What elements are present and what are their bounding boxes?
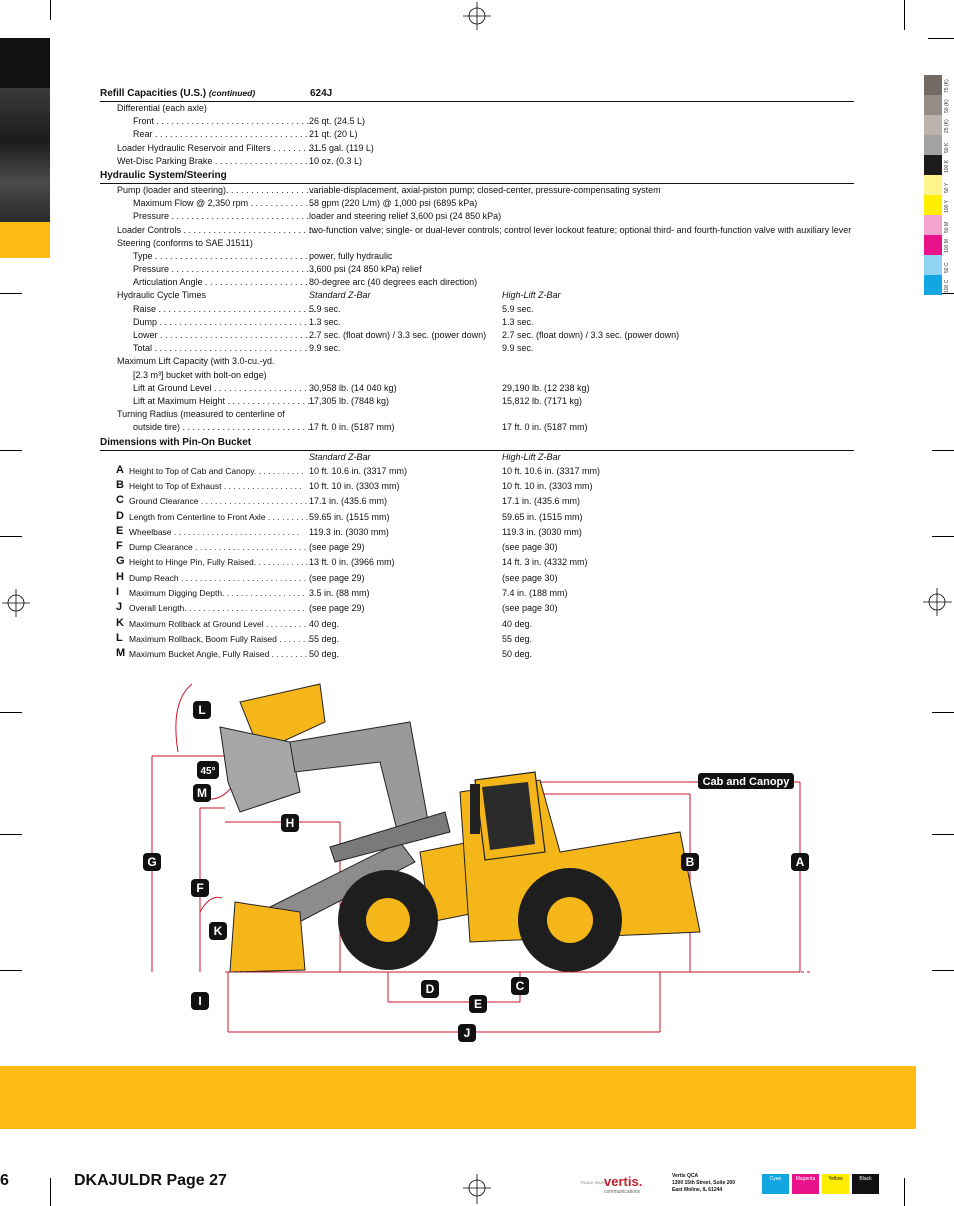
dimension-value-highlift: 7.4 in. (188 mm) [502,588,568,599]
dimension-label: Wheelbase . . . . . . . . . . . . . . . . . . . . . . . . . . . [129,526,300,537]
dimensions-column-headers [100,451,854,464]
diagram-label-J: J [463,1026,471,1040]
spec-label: Steering (conforms to SAE J1511) [117,237,253,248]
spec-row [100,263,854,276]
dimensions-section-header [100,436,854,451]
dimension-row [100,586,854,601]
hydraulic-rows [100,184,854,435]
diagram-label-D: D [425,982,435,996]
dimension-letter: E [116,524,124,537]
dimension-value-highlift: (see page 30) [502,542,558,553]
gold-footer-band [0,1066,916,1129]
loader-dimension-diagram [140,672,840,1050]
dimension-value-standard: 3.5 in. (88 mm) [309,588,370,599]
dimension-row [100,510,854,525]
crop-mark [0,834,22,835]
registration-mark-right [922,586,954,618]
spec-value: 1.3 sec. [502,316,534,327]
refill-section-header [100,87,854,102]
spec-value: two-function valve; single- or dual-lever controls; control lever lockout feature; optional third- and fourth-function valve with auxiliary lever [309,224,852,235]
dimension-label: Dump Clearance . . . . . . . . . . . . . . . . . . . . . . . . [129,542,307,553]
dimension-row [100,479,854,494]
crop-mark [904,0,905,30]
dimension-value-standard: 59.65 in. (1515 mm) [309,511,390,522]
spec-row [100,355,854,368]
dimension-value-highlift: (see page 30) [502,572,558,583]
dimension-value-highlift: 40 deg. [502,618,533,629]
spec-row [100,369,854,382]
spec-value: variable-displacement, axial-piston pump; closed-center, pressure-compensating system [309,184,661,195]
spec-row [100,421,854,434]
lowered-bucket [230,902,305,972]
spec-value: 58 gpm (220 L/m) @ 1,000 psi (6895 kPa) [309,198,478,209]
col-highlift-zbar: High-Lift Z-Bar [502,451,561,462]
spec-label: Front . . . . . . . . . . . . . . . . . . . . . . . . . . . . . . . . [133,116,315,127]
vertis-tagline: TRADE MARK [580,1180,607,1185]
cmyk-magenta: Magenta [792,1174,819,1194]
spec-row [100,184,854,197]
crop-mark [932,536,954,537]
dimension-value-standard: 40 deg. [309,618,340,629]
swatch-label: 75 (K) [944,79,950,93]
swatch-label: 100 Y [944,200,950,213]
spec-label: Articulation Angle . . . . . . . . . . . . . . . . . . . . . . [133,277,313,288]
spec-label: Lower . . . . . . . . . . . . . . . . . . . . . . . . . . . . . . . [133,330,313,340]
dimension-row [100,555,854,570]
swatch-label: 25 (K) [944,119,950,133]
spec-row [100,342,854,355]
spec-value: High-Lift Z-Bar [502,290,561,301]
spec-label: Rear . . . . . . . . . . . . . . . . . . . . . . . . . . . . . . . . [133,129,313,140]
spec-label: Lift at Maximum Height . . . . . . . . . . . . . . . . . . [133,395,316,406]
swatch-label: 100 K [944,159,950,173]
dimension-letter: J [116,601,123,614]
swatch-label: 100 C [944,279,950,293]
color-swatch-strip [924,75,942,295]
spec-label: [2.3 m³] bucket with bolt-on edge) [133,369,267,380]
spec-label: Turning Radius (measured to centerline of [117,409,285,420]
diagram-label-M: M [197,786,207,800]
model-name: 624J [310,88,333,99]
spec-label: Raise . . . . . . . . . . . . . . . . . . . . . . . . . . . . . . . . [133,303,317,314]
spec-row [100,382,854,395]
spec-value: 2.7 sec. (float down) / 3.3 sec. (power down) [309,330,487,340]
spec-row [100,316,854,329]
crop-mark [932,712,954,713]
spec-value: Standard Z-Bar [309,290,371,301]
crop-mark [0,536,22,537]
spec-row [100,303,854,316]
spec-label: Type . . . . . . . . . . . . . . . . . . . . . . . . . . . . . . . . [133,250,313,261]
spec-value: 3,600 psi (24 850 kPa) relief [309,264,422,275]
diagram-label-I: I [198,994,202,1008]
spec-value: 15,812 lb. (7171 kg) [502,395,583,406]
spec-row [100,224,854,237]
printer-address: Vertis QCA 1300 15th Street, Suite 200 East Moline, IL 61244 [672,1173,736,1193]
dimension-value-highlift: 119.3 in. (3030 mm) [502,526,582,537]
dimension-label: Height to Top of Cab and Canopy. . . . . . . . . . . [129,465,304,476]
spec-value: 17,305 lb. (7848 kg) [309,395,390,406]
dimension-row [100,571,854,586]
cmyk-black: Black [852,1174,879,1194]
spec-row [100,250,854,263]
crop-mark [0,712,22,713]
dimension-letter: I [116,586,120,599]
diagram-label-C: C [515,979,525,993]
dimension-value-standard: (see page 29) [309,603,365,614]
spec-label: outside tire) . . . . . . . . . . . . . . . . . . . . . . . . . . [133,422,311,433]
hydraulic-title: Hydraulic System/Steering [100,169,227,181]
crop-mark [50,0,51,20]
spec-label: Hydraulic Cycle Times [117,290,207,301]
spec-row [100,408,854,421]
spec-value: 10 oz. (0.3 L) [309,155,363,166]
dimensions-title: Dimensions with Pin-On Bucket [100,436,252,448]
dimension-row [100,647,854,662]
dimension-value-standard: 13 ft. 0 in. (3966 mm) [309,557,395,568]
spec-row [100,142,854,155]
spec-row [100,128,854,141]
crop-mark [928,38,954,39]
cab-canopy-label: Cab and Canopy [702,776,790,788]
dimension-rows [100,464,854,663]
dimension-value-standard: 17.1 in. (435.6 mm) [309,496,388,507]
spec-label: Pressure . . . . . . . . . . . . . . . . . . . . . . . . . . . . . [133,211,315,222]
diagram-label-H: H [285,816,295,830]
hydraulic-section-header [100,169,854,184]
dimension-label: Maximum Digging Depth. . . . . . . . . . . . . . . . . . [129,588,305,599]
diagram-label-K: K [213,924,223,938]
spec-value: 5.9 sec. [309,303,341,314]
spec-value: 29,190 lb. (12 238 kg) [502,382,590,393]
spec-row [100,210,854,223]
vertis-logo-sub: communications [604,1189,641,1195]
dimension-value-highlift: 14 ft. 3 in. (4332 mm) [502,557,588,568]
crop-mark [0,970,22,971]
diagram-label-F: F [196,881,204,895]
spec-label: Lift at Ground Level . . . . . . . . . . . . . . . . . . . . . [133,382,317,393]
dimension-value-standard: 50 deg. [309,649,340,660]
dimension-letter: G [116,555,125,568]
spec-value: 9.9 sec. [309,343,341,354]
swatch-label: 100 M [944,239,950,253]
dimension-label: Height to Top of Exhaust . . . . . . . . . . . . . . . . . [129,480,302,491]
dimension-row [100,464,854,479]
dimension-label: Maximum Rollback at Ground Level . . . . . . . . . [129,618,307,629]
continued-label: (continued) [208,88,256,98]
cmyk-yellow: Yellow [822,1174,849,1194]
diagram-label-L: L [198,703,206,717]
spec-label: Maximum Lift Capacity (with 3.0-cu.-yd. [117,356,275,367]
spec-value: 17 ft. 0 in. (5187 mm) [502,422,588,433]
crop-mark [932,450,954,451]
dimension-value-standard: 119.3 in. (3030 mm) [309,526,389,537]
swatch-label: 50 C [944,262,950,273]
spec-value: 30,958 lb. (14 040 kg) [309,382,397,393]
spec-row [100,237,854,250]
spec-label: Maximum Flow @ 2,350 rpm . . . . . . . . . . . . . [133,198,314,209]
page-number: 6 [0,1172,9,1189]
spec-value: 2.7 sec. (float down) / 3.3 sec. (power down) [502,330,680,340]
dimension-row [100,494,854,509]
spec-row [100,289,854,302]
vertis-logo [604,1174,642,1195]
crop-mark [50,1178,51,1206]
dimension-value-standard: (see page 29) [309,542,365,553]
dimension-value-highlift: 59.65 in. (1515 mm) [502,511,583,522]
gold-tab [0,222,50,258]
swatch-label: 50 K [944,142,950,153]
dimension-letter: B [116,478,124,491]
dimension-row [100,540,854,555]
dimension-label: Height to Hinge Pin, Fully Raised. . . . . . . . . . . . [129,557,309,568]
specifications-block [100,86,854,663]
spec-row [100,197,854,210]
spec-value: 26 qt. (24.5 L) [309,116,366,127]
dimension-row [100,632,854,647]
dimension-letter: L [116,631,123,644]
registration-mark-bottom [458,1172,496,1206]
spec-label: Pump (loader and steering). . . . . . . . . . . . . . . . . . . . [117,184,324,195]
dimension-label: Maximum Rollback, Boom Fully Raised . . . . . . . [129,633,310,644]
crop-mark [932,970,954,971]
spec-row [100,155,854,168]
dimension-label: Dump Reach . . . . . . . . . . . . . . . . . . . . . . . . . . . [129,572,307,583]
dimension-value-highlift: 17.1 in. (435.6 mm) [502,496,581,507]
spec-label: Loader Hydraulic Reservoir and Filters . . . . . . . . . . [117,142,321,153]
spec-value: 21 qt. (20 L) [309,129,358,140]
dimension-letter: C [116,494,124,507]
spec-label: Wet-Disc Parking Brake . . . . . . . . . . . . . . . . . . . . . [117,155,318,166]
dimension-letter: M [116,647,126,660]
dimension-label: Maximum Bucket Angle, Fully Raised . . . . . . . . [129,649,308,660]
dimension-value-standard: 10 ft. 10.6 in. (3317 mm) [309,465,408,476]
spec-label: Pressure . . . . . . . . . . . . . . . . . . . . . . . . . . . . . [133,264,315,275]
swatch-label: 50 M [944,221,950,233]
black-tab [0,38,50,88]
dimension-row [100,525,854,540]
spec-value: 1.3 sec. [309,316,341,327]
spec-label: Differential (each axle) [117,103,207,113]
spec-value: loader and steering relief 3,600 psi (24 850 kPa) [309,211,502,222]
spec-value: 17 ft. 0 in. (5187 mm) [309,422,395,433]
spec-value: 9.9 sec. [502,343,534,354]
dimension-value-highlift: 50 deg. [502,649,533,660]
spec-row [100,115,854,128]
footer-title: DKAJULDR Page 27 [74,1172,227,1189]
crop-mark [0,293,22,294]
vertis-logo-text: vertis. [604,1174,643,1189]
spec-label: Loader Controls . . . . . . . . . . . . . . . . . . . . . . . . . . . [117,224,317,235]
dimension-value-standard: 10 ft. 10 in. (3303 mm) [309,480,400,491]
dimension-label: Overall Length. . . . . . . . . . . . . . . . . . . . . . . . . . [129,603,305,614]
col-standard-zbar: Standard Z-Bar [309,451,371,462]
registration-mark-top [458,0,496,30]
spec-value: 5.9 sec. [502,303,534,314]
registration-mark-left [0,588,30,618]
dimension-value-standard: (see page 29) [309,572,365,583]
diagram-label-angle: 45° [200,766,216,777]
dimension-letter: A [116,463,124,476]
diagram-label-A: A [795,855,805,869]
crop-mark [932,834,954,835]
refill-rows [100,102,854,168]
spec-row [100,395,854,408]
spec-row [100,102,854,115]
dimension-letter: K [116,616,124,629]
diagram-label-G: G [147,855,157,869]
dimension-label: Length from Centerline to Front Axle . . . . . . . . . [129,511,309,522]
spec-label: Dump . . . . . . . . . . . . . . . . . . . . . . . . . . . . . . . [133,316,313,327]
spec-value: 80-degree arc (40 degrees each direction) [309,277,478,288]
dimension-value-standard: 55 deg. [309,633,340,644]
crop-mark [0,450,22,451]
crop-mark [904,1178,905,1206]
cover-photo-strip [0,88,50,222]
dimension-value-highlift: 10 ft. 10.6 in. (3317 mm) [502,465,601,476]
dimension-letter: H [116,570,124,583]
diagram-label-E: E [473,997,483,1011]
dimension-label: Ground Clearance . . . . . . . . . . . . . . . . . . . . . . . [129,496,308,507]
swatch-label: 50 Y [944,182,950,193]
dimension-value-highlift: 10 ft. 10 in. (3303 mm) [502,480,593,491]
dimension-row [100,601,854,616]
spec-row [100,276,854,289]
spec-label: Total . . . . . . . . . . . . . . . . . . . . . . . . . . . . . . . [133,343,308,354]
dimension-letter: F [116,540,123,553]
dimension-value-highlift: 55 deg. [502,633,533,644]
cmyk-cyan: Cyan [762,1174,789,1194]
dimension-letter: D [116,509,124,522]
dimension-row [100,617,854,632]
refill-title: Refill Capacities (U.S.) [100,88,207,99]
diagram-label-B: B [685,855,695,869]
spec-value: 31.5 gal. (119 L) [309,142,374,153]
swatch-label: 50 (K) [944,99,950,113]
spec-row [100,329,854,342]
dimension-value-highlift: (see page 30) [502,603,558,614]
spec-value: power, fully hydraulic [309,250,393,261]
